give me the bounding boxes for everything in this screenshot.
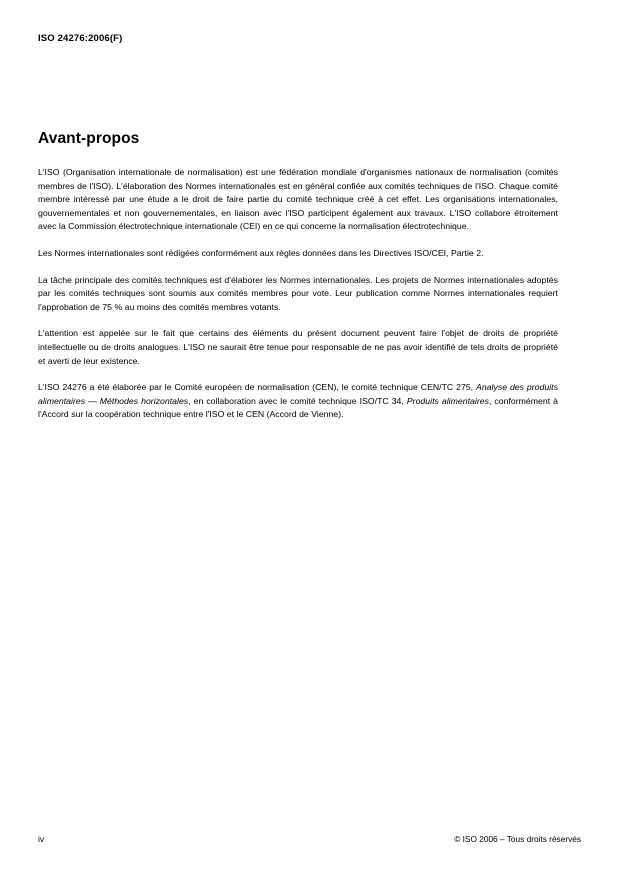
page-title: Avant-propos: [38, 130, 140, 147]
paragraph-foreword-5-italic1: Analyse des produits alimentaires — Méthodes horizontales: [38, 382, 558, 406]
paragraph-foreword-5-part2: , en collaboration avec le comité technique ISO/TC 34,: [188, 395, 407, 406]
document-header-standard-number: ISO 24276:2006(F): [38, 33, 123, 44]
paragraph-foreword-5-italic2: Produits alimentaires: [406, 395, 489, 406]
paragraph-foreword-3: La tâche principale des comités techniques est d'élaborer les Normes internationales. Les projets de Normes internationales adoptés par les comités techniques sont soumis aux comités membres pour vote. Leur publication comme Normes internationales requiert l'approbation de 75 % au moins des comités membres votants.: [38, 274, 558, 312]
paragraph-foreword-5-part3: , conformément à l'Accord sur la coopération technique entre l'ISO et le CEN (Accord de Vienne).: [38, 395, 559, 420]
footer-page-number: iv: [38, 834, 45, 844]
document-content: [38, 130, 558, 422]
paragraph-foreword-1: L'ISO (Organisation internationale de normalisation) est une fédération mondiale d'organismes nationaux de normalisation (comités membres de l'ISO). L'élaboration des Normes internationales est en général confiée aux comités techniques de l'ISO. Chaque comité membre intéressé par une étude a le droit de faire partie du comité technique créé à cet effet. Les organisations internationales, gouvernementales et non gouvernementales, en liaison avec l'ISO participent également aux travaux. L'ISO collabore étroitement avec la Commission électrotechnique internationale (CEI) en ce qui concerne la normalisation électrotechnique.: [38, 167, 558, 232]
paragraph-foreword-5-part1: L'ISO 24276 a été élaborée par le Comité européen de normalisation (CEN), le comité technique CEN/TC 275,: [38, 382, 477, 393]
footer-copyright: © ISO 2006 – Tous droits réservés: [454, 834, 581, 844]
paragraph-foreword-4: L'attention est appelée sur le fait que certains des éléments du présent document peuvent faire l'objet de droits de propriété intellectuelle ou de droits analogues. L'ISO ne saurait être tenue pour responsable de ne pas avoir identifié de tels droits de propriété et averti de leur existence.: [38, 328, 558, 366]
paragraph-foreword-5: [38, 381, 558, 422]
paragraph-foreword-2: Les Normes internationales sont rédigées conformément aux règles données dans les Directives ISO/CEI, Partie 2.: [38, 247, 484, 258]
